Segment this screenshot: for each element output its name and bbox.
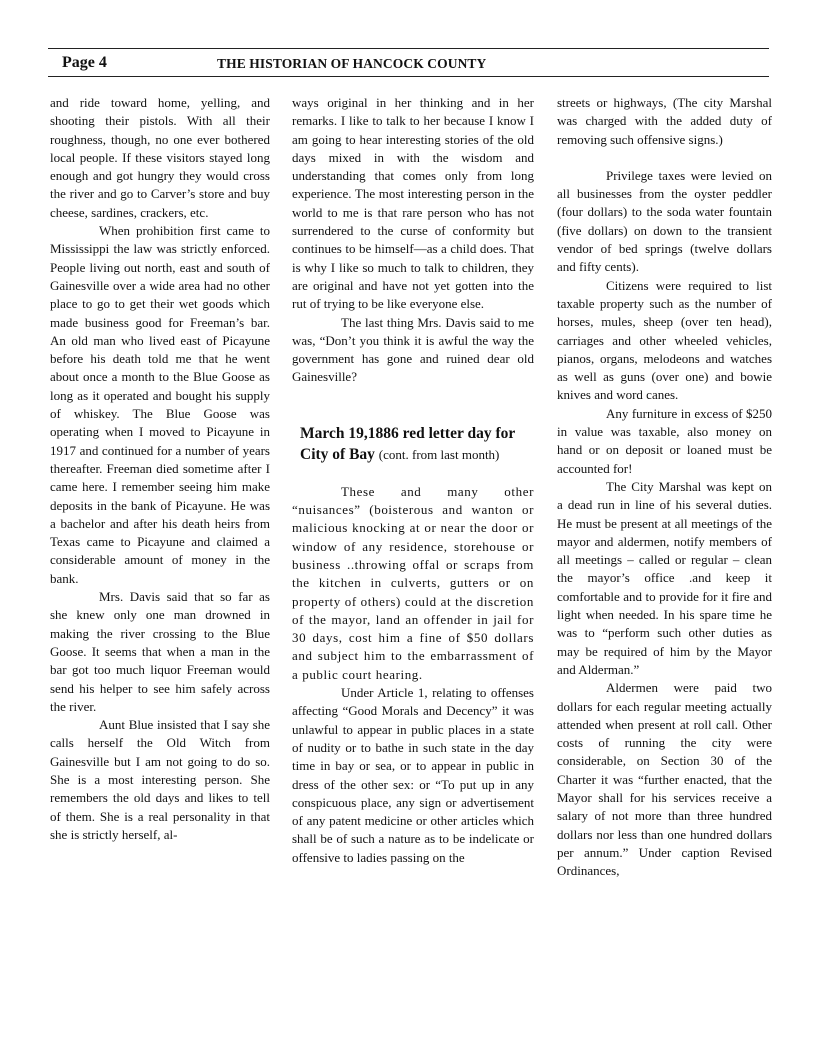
paragraph: and ride toward home, yelling, and shooting their pistols. With all their roughness, though, no one ever bothered local people. If these visitors stayed long enough and got hungry they would cross the river and go to Carver’s store and buy cheese, sardines, crackers, etc. [50,95,270,220]
article-headline [292,423,534,465]
column-2 [292,94,534,867]
paragraph: Under Article 1, relating to offenses affecting “Good Morals and Decency” it was unlawful to appear in public places in a state of nudity or to bathe in such state in the day time in bay or sea, or to appear in public in dress of the other sex: or “To put up in any conspicuous place, any sign or advertisement of any patent medicine or other articles which shall be of such a nature as to be indelicate or offensive to ladies passing on the [292,685,534,865]
column-1 [50,94,270,844]
paragraph: These and many other “nuisances” (boisterous and wanton or malicious knocking at or near the door or window of any residence, storehouse or business ..throwing offal or scraps from the kitchen in culverts, gutters or on property of others) could at the discretion of the mayor, land an offender in jail for 30 days, cost him a fine of $50 dollars and subject him to the embarrassment of a public court hearing. [292,483,534,682]
headline-continuation-note: (cont. from last month) [378,446,500,462]
newsletter-title: THE HISTORIAN OF HANCOCK COUNTY [217,56,487,71]
paragraph: Mrs. Davis said that so far as she knew only one man drowned in making the river crossing to the Blue Goose. It seems that when a man in the bar got too much liquor Freeman would send his helper to see him safely across the river. [50,589,270,714]
paragraph: Citizens were required to list taxable property such as the number of horses, mules, sheep (over ten head), carriages and other wheeled vehicles, pianos, organs, melodeons and watches as well as guns (over one) and bowie knives and word canes. [557,277,772,403]
column-3 [557,94,772,880]
paragraph: Aldermen were paid two dollars for each regular meeting actually attended when present at roll call. Other costs of running the city were considerable, on Section 30 of the Charter it was “further enacted, that the Mayor shall for his services receive a salary of not more than three hundred dollars nor less than one hundred dollars per annum.” Under caption Revised Ordinances, [557,680,772,879]
paragraph: Privilege taxes were levied on all businesses from the oyster peddler (four dollars) to the soda water fountain (five dollars) on down to the transient vendor of bed springs (twelve dollars and fifty cents). [557,167,772,275]
paragraph: ways original in her thinking and in her remarks. I like to talk to her because I know I am going to hear interesting stories of the old days mixed in with the wisdom and understanding that comes only from long experience. The most interesting person in the world to me is that rare person who has not surrendered to the curse of conformity but continues to be himself—as a child does. That is why I like so much to talk to children, they are original and have not yet gotten into the rut of trying to be like everyone else. [292,95,534,312]
headline-text: March 19,1886 red letter day for City of Bay [300,424,515,463]
paragraph: Aunt Blue insisted that I say she calls herself the Old Witch from Gainesville but I am not going to do so. She is a most interesting person. She remembers the old days and likes to tell of them. She is a real personality in that she is strictly herself, al- [50,717,270,842]
paragraph: When prohibition first came to Mississippi the law was strictly enforced. People living out north, east and south of Gainesville over a wide area had no other place to go to get their wet goods which made business good for Freeman’s bar. An old man who lived east of Picayune before his death told me that he went about once a month to the Blue Goose as long as it operated and bought his supply of whiskey. The Blue Goose was operating when I moved to Picayune in 1917 and continued for a number of years thereafter. Freeman died sometime after I came here. I remember seeing him make deposits in the bank of Picayune. He was a bachelor and after his death heirs from Texas came to Picayune and claimed a considerable amount of money in the bank. [50,223,270,586]
page-number: Page 4 [62,54,107,71]
header-top-rule [48,48,769,49]
paragraph: The City Marshal was kept on a dead run in line of his several duties. He must be present at all meetings of the mayor and aldermen, notify members of all meetings – called or regular – clean the mayor’s office .and keep it comfortable and to provide for it fire and light when needed. In his spare time he was to “perform such other duties as may be required of him by the Mayor and Alderman.” [557,478,772,677]
paragraph: Any furniture in excess of $250 in value was taxable, also money on hand or on deposit or loaned must be accounted for! [557,405,772,476]
paragraph: streets or highways, (The city Marshal was charged with the added duty of removing such offensive signs.) [557,95,772,147]
header-bottom-rule [48,76,769,77]
paragraph: The last thing Mrs. Davis said to me was, “Don’t you think it is awful the way the government has gone and ruined dear old Gainesville? [292,314,534,385]
